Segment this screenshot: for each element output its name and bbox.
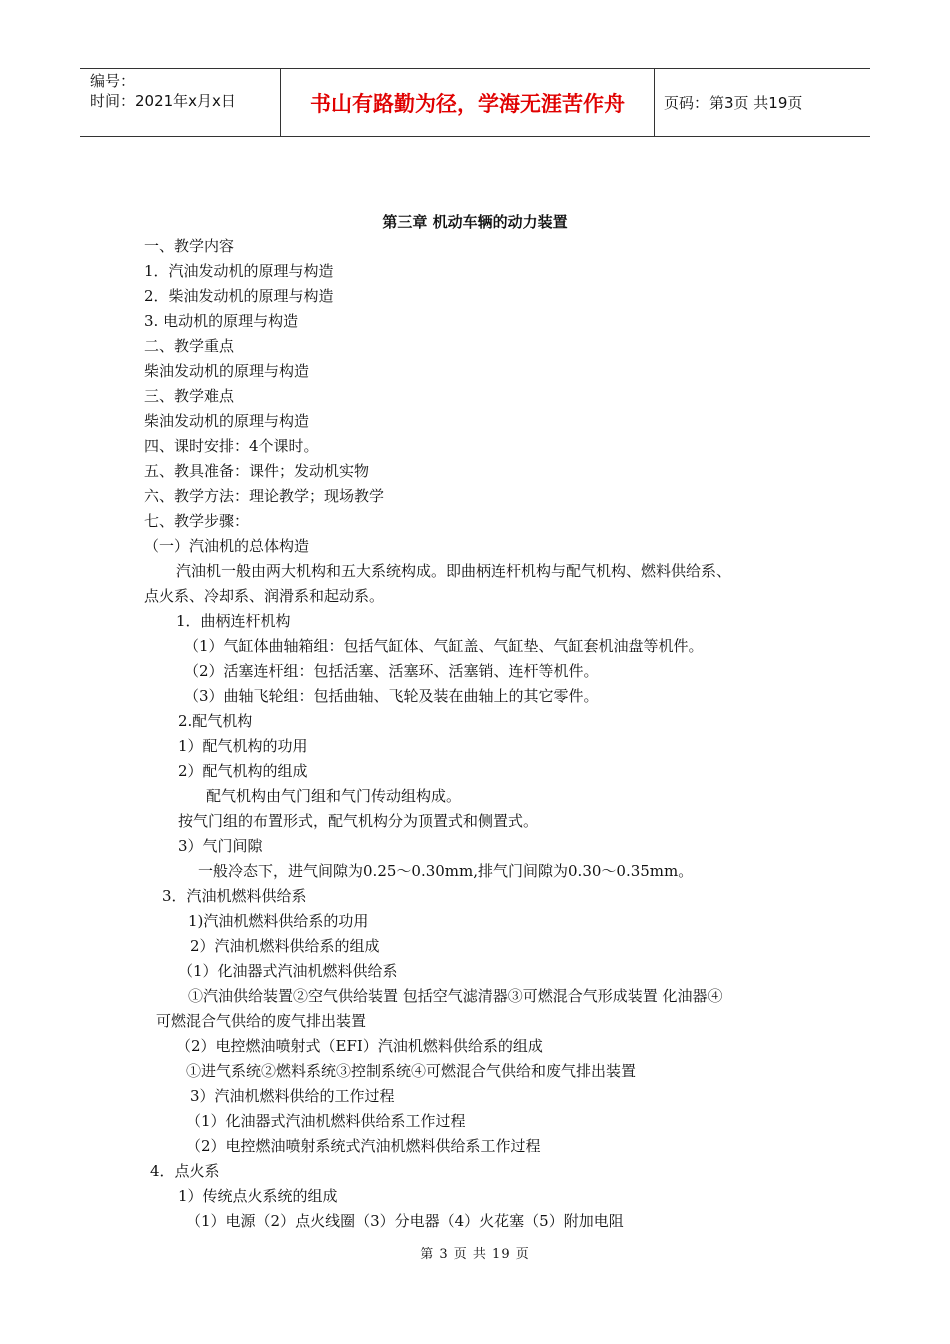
page-footer: 第 3 页 共 19 页: [420, 1247, 530, 1262]
text-line: 2.配气机构: [178, 712, 253, 730]
text-line: 3）气门间隙: [178, 837, 263, 855]
text-line: 配气机构由气门组和气门传动组构成。: [206, 787, 462, 805]
text-line: 汽油机一般由两大机构和五大系统构成。即曲柄连杆机构与配气机构、燃料供给系、: [176, 562, 732, 580]
text-line: 四、课时安排：4个课时。: [144, 437, 319, 455]
text-line: 按气门组的布置形式，配气机构分为顶置式和侧置式。: [178, 812, 539, 830]
text-line: （一）汽油机的总体构造: [144, 537, 310, 555]
text-line: 五、教具准备：课件；发动机实物: [144, 462, 370, 480]
text-line: （2）电控燃油喷射系统式汽油机燃料供给系工作过程: [186, 1137, 541, 1155]
text-line: （1）化油器式汽油机燃料供给系工作过程: [186, 1112, 466, 1130]
chapter-title: 第三章 机动车辆的动力装置: [382, 213, 568, 231]
text-line: （1）气缸体曲轴箱组：包括气缸体、气缸盖、气缸垫、气缸套机油盘等机件。: [184, 637, 704, 655]
text-line: 2）汽油机燃料供给系的组成: [190, 937, 380, 955]
text-line: （1）电源（2）点火线圈（3）分电器（4）火花塞（5）附加电阻: [186, 1212, 624, 1230]
text-line: （1）化油器式汽油机燃料供给系: [178, 962, 398, 980]
text-line: 一般冷态下，进气间隙为0.25～0.30mm,排气门间隙为0.30～0.35mm。: [198, 862, 694, 880]
text-line: 点火系、冷却系、润滑系和起动系。: [144, 587, 385, 605]
text-line: ①进气系统②燃料系统③控制系统④可燃混合气供给和废气排出装置: [186, 1062, 637, 1080]
text-line: 柴油发动机的原理与构造: [144, 362, 310, 380]
text-line: 三、教学难点: [144, 387, 235, 405]
text-line: 1．曲柄连杆机构: [176, 612, 291, 630]
text-line: 3．汽油机燃料供给系: [162, 887, 307, 905]
header-page-cell: [654, 69, 870, 136]
page-info: 页码：第3页 共19页: [664, 94, 803, 112]
text-line: 1）传统点火系统的组成: [178, 1187, 338, 1205]
text-line: 4．点火系: [150, 1162, 220, 1180]
text-line: 2）配气机构的组成: [178, 762, 308, 780]
text-line: 可燃混合气供给的废气排出装置: [156, 1012, 367, 1030]
text-line: 3. 电动机的原理与构造: [144, 312, 299, 330]
text-line: 1）配气机构的功用: [178, 737, 308, 755]
text-line: （2）活塞连杆组：包括活塞、活塞环、活塞销、连杆等机件。: [184, 662, 599, 680]
text-line: 柴油发动机的原理与构造: [144, 412, 310, 430]
text-line: 2．柴油发动机的原理与构造: [144, 287, 334, 305]
text-line: 二、教学重点: [144, 337, 235, 355]
date-line: 时间：2021年x月x日: [90, 92, 236, 110]
header-left-cell: [80, 69, 280, 136]
document-header: [80, 68, 870, 137]
text-line: 一、教学内容: [144, 237, 235, 255]
header-motto-cell: [280, 69, 655, 136]
text-line: （2）电控燃油喷射式（EFI）汽油机燃料供给系的组成: [176, 1037, 543, 1055]
text-line: ①汽油供给装置②空气供给装置 包括空气滤清器③可燃混合气形成装置 化油器④: [188, 987, 723, 1005]
text-line: 3）汽油机燃料供给的工作过程: [190, 1087, 395, 1105]
text-line: 1)汽油机燃料供给系的功用: [188, 912, 369, 930]
text-line: 七、教学步骤：: [144, 512, 250, 530]
motto: 书山有路勤为径，学海无涯苦作舟: [310, 92, 625, 116]
text-line: 1．汽油发动机的原理与构造: [144, 262, 334, 280]
text-line: 六、教学方法：理论教学；现场教学: [144, 487, 385, 505]
number-label: 编号：: [90, 72, 136, 90]
text-line: （3）曲轴飞轮组：包括曲轴、飞轮及装在曲轴上的其它零件。: [184, 687, 599, 705]
